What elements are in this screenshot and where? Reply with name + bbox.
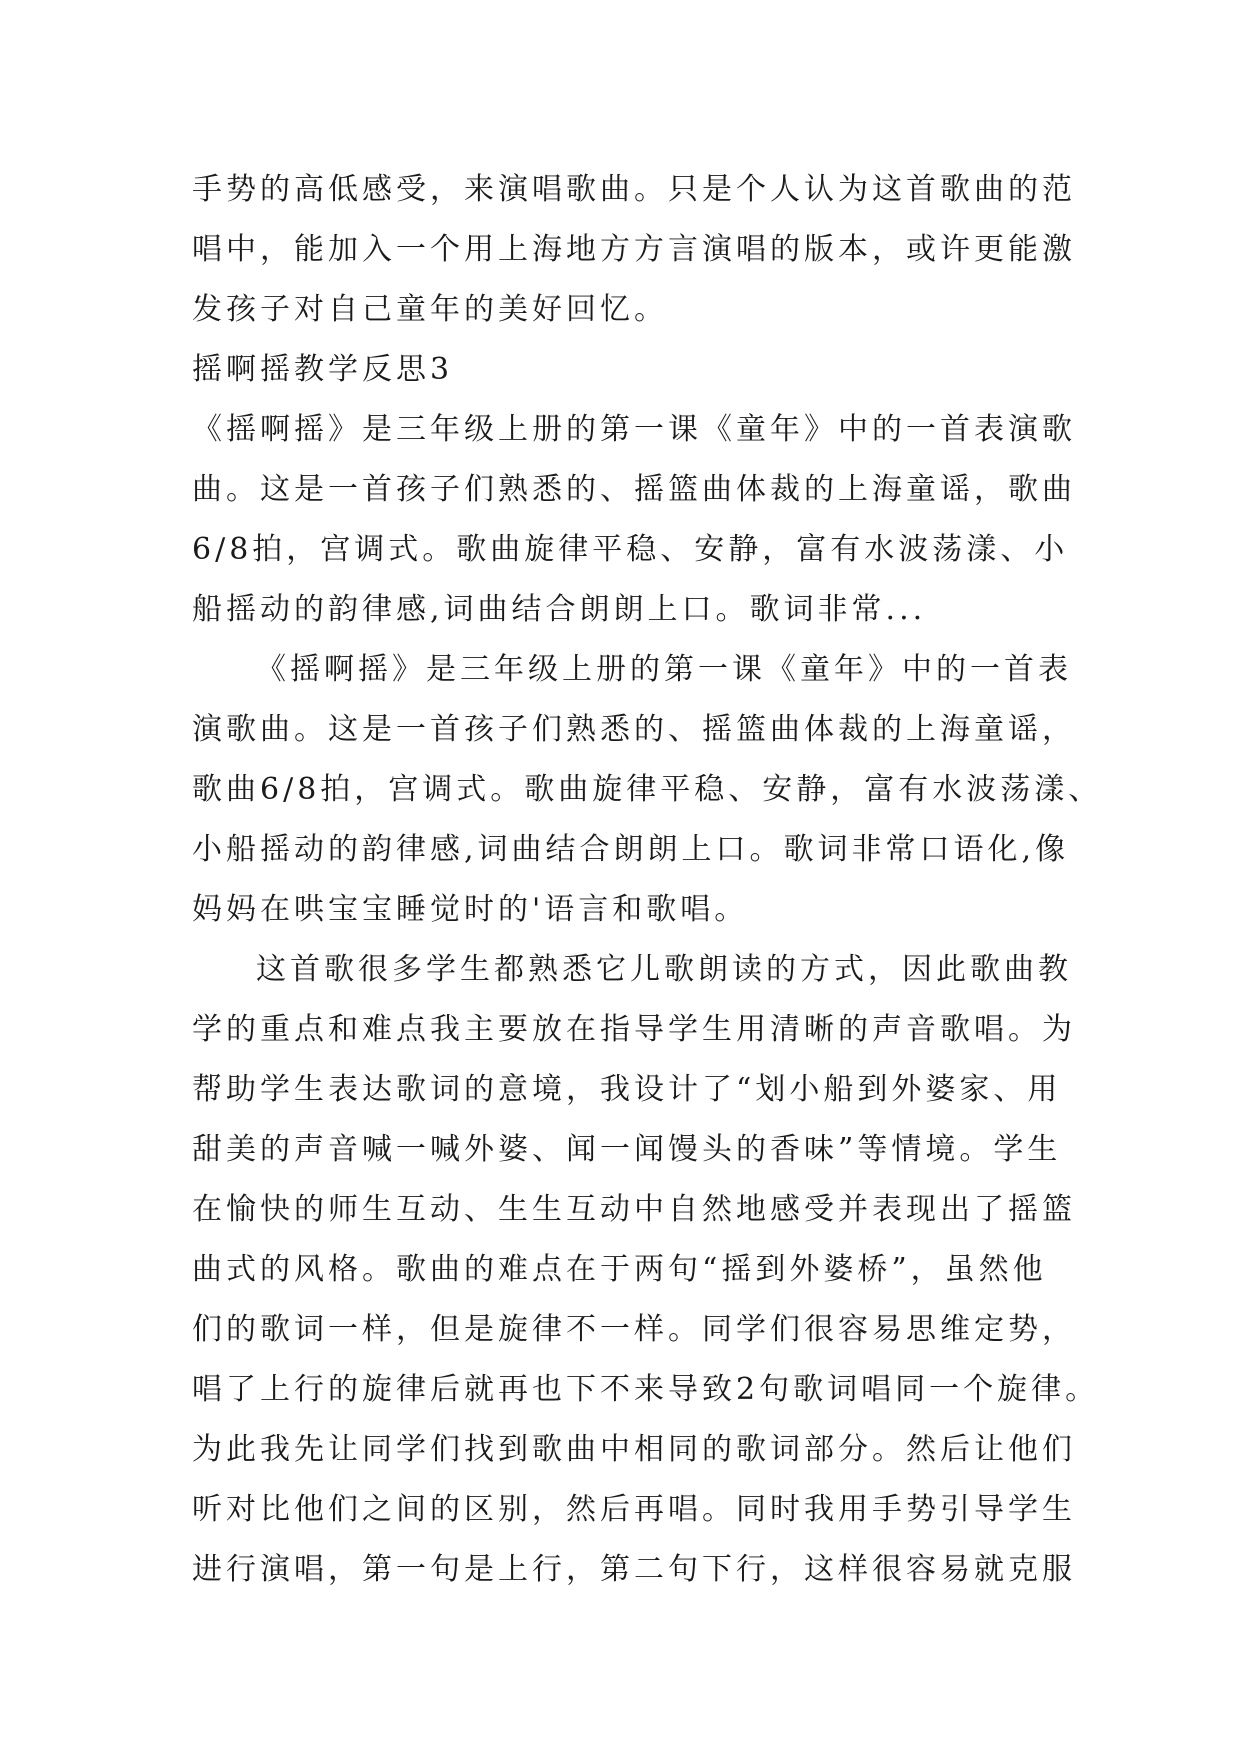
text-line: 甜美的声音喊一喊外婆、闻一闻馒头的香味”等情境。学生 [192, 1132, 1062, 1167]
text-line: 为此我先让同学们找到歌曲中相同的歌词部分。然后让他们 [192, 1432, 1076, 1467]
text-line: 们的歌词一样，但是旋律不一样。同学们很容易思维定势， [192, 1312, 1076, 1347]
text-line: 手势的高低感受，来演唱歌曲。只是个人认为这首歌曲的范 [192, 172, 1076, 207]
text-line: 唱了上行的旋律后就再也下不来导致2句歌词唱同一个旋律。 [192, 1372, 1100, 1407]
text-line: 妈妈在哄宝宝睡觉时的'语言和歌唱。 [192, 892, 749, 927]
text-line: 小船摇动的韵律感,词曲结合朗朗上口。歌词非常口语化,像 [192, 832, 1070, 867]
document-body [192, 160, 1103, 1600]
text-line: 发孩子对自己童年的美好回忆。 [192, 292, 668, 327]
text-line: 6/8拍，宫调式。歌曲旋律平稳、安静，富有水波荡漾、小 [192, 532, 1069, 567]
text-line: 学的重点和难点我主要放在指导学生用清晰的声音歌唱。为 [192, 1012, 1076, 1047]
text-line: 歌曲6/8拍，宫调式。歌曲旋律平稳、安静，富有水波荡漾、 [192, 772, 1103, 807]
text-line: 《摇啊摇》是三年级上册的第一课《童年》中的一首表 [256, 652, 1072, 687]
paragraph-3 [192, 940, 1100, 1600]
text-line: 《摇啊摇》是三年级上册的第一课《童年》中的一首表演歌 [192, 412, 1076, 447]
text-line: 这首歌很多学生都熟悉它儿歌朗读的方式，因此歌曲教 [256, 952, 1072, 987]
paragraph-2 [192, 640, 1103, 940]
text-line: 听对比他们之间的区别，然后再唱。同时我用手势引导学生 [192, 1492, 1076, 1527]
text-line: 曲式的风格。歌曲的难点在于两句“摇到外婆桥”，虽然他 [192, 1252, 1047, 1287]
section-title: 摇啊摇教学反思3 [192, 352, 454, 387]
text-line: 在愉快的师生互动、生生互动中自然地感受并表现出了摇篮 [192, 1192, 1076, 1227]
text-line: 船摇动的韵律感,词曲结合朗朗上口。歌词非常... [192, 592, 927, 627]
text-line: 进行演唱，第一句是上行，第二句下行，这样很容易就克服 [192, 1552, 1076, 1587]
text-line: 曲。这是一首孩子们熟悉的、摇篮曲体裁的上海童谣，歌曲 [192, 472, 1076, 507]
paragraph-1 [192, 160, 1076, 340]
text-line: 唱中，能加入一个用上海地方方言演唱的版本，或许更能激 [192, 232, 1076, 267]
text-line: 演歌曲。这是一首孩子们熟悉的、摇篮曲体裁的上海童谣， [192, 712, 1076, 747]
text-line: 帮助学生表达歌词的意境，我设计了“划小船到外婆家、用 [192, 1072, 1062, 1107]
summary-paragraph [192, 400, 1076, 640]
